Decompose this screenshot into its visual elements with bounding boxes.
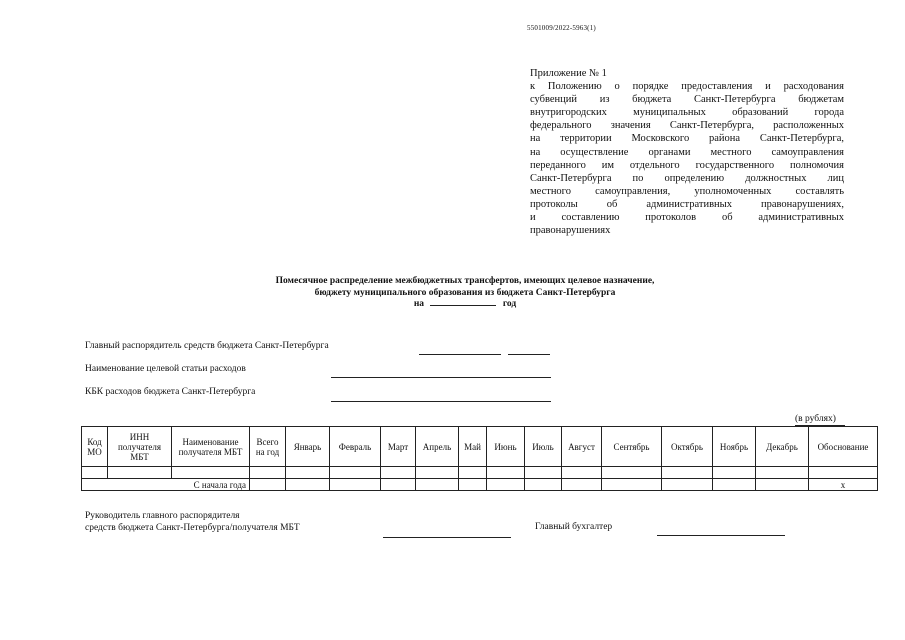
table-cell[interactable] — [459, 467, 487, 479]
table-cell[interactable] — [809, 467, 878, 479]
header-cell: Октябрь — [662, 427, 713, 467]
head-signature-line-2: средств бюджета Санкт-Петербурга/получателя МБТ — [85, 523, 300, 533]
table-cell[interactable] — [416, 467, 459, 479]
table-cell[interactable] — [662, 467, 713, 479]
header-cell: Код МО — [82, 427, 108, 467]
table-cell[interactable] — [713, 467, 756, 479]
table-cell[interactable] — [525, 467, 562, 479]
table-header-row — [82, 427, 878, 467]
accountant-signature-blank[interactable] — [657, 535, 785, 536]
header-cell: Ноябрь — [713, 427, 756, 467]
target-article-blank[interactable] — [331, 377, 551, 378]
title-line-2: бюджету муниципального образования из бюджета Санкт-Петербурга — [314, 287, 616, 298]
table-cell[interactable] — [713, 479, 756, 491]
table-cell[interactable] — [330, 479, 381, 491]
total-row — [82, 479, 878, 491]
title-year-suffix: год — [502, 299, 517, 309]
header-cell: Июнь — [487, 427, 525, 467]
head-signature-blank[interactable] — [383, 537, 511, 538]
table-cell[interactable] — [602, 467, 662, 479]
header-cell: Наименование получателя МБТ — [172, 427, 250, 467]
table-cell[interactable] — [756, 467, 809, 479]
header-cell: Июль — [525, 427, 562, 467]
head-signature-line-1: Руководитель главного распорядителя — [85, 511, 240, 521]
table-cell[interactable] — [286, 467, 330, 479]
distribution-table — [81, 426, 878, 491]
title-year-prefix: на — [413, 299, 425, 309]
annex-line: Приложение № 1 — [530, 68, 607, 79]
header-cell: Март — [381, 427, 416, 467]
table-cell[interactable] — [381, 467, 416, 479]
annex-text — [530, 67, 844, 237]
document-title — [200, 276, 730, 311]
total-label: С начала года — [82, 479, 250, 491]
header-cell: Апрель — [416, 427, 459, 467]
table-cell[interactable] — [286, 479, 330, 491]
main-manager-blank-2[interactable] — [508, 354, 550, 355]
table-cell[interactable] — [756, 479, 809, 491]
table-cell[interactable] — [562, 479, 602, 491]
total-mark: х — [809, 479, 878, 491]
table-cell[interactable] — [459, 479, 487, 491]
annex-line: на осуществление органами местного самоуправления — [530, 146, 844, 158]
table-row — [82, 467, 878, 479]
head-signature-label — [85, 510, 300, 534]
header-cell: ИНН получателя МБТ — [108, 427, 172, 467]
table-cell[interactable] — [330, 467, 381, 479]
table-cell[interactable] — [250, 467, 286, 479]
table-cell[interactable] — [250, 479, 286, 491]
header-cell: Декабрь — [756, 427, 809, 467]
annex-line: и составлению протоколов об административных — [530, 212, 844, 224]
header-cell: Февраль — [330, 427, 381, 467]
header-cell: Обоснование — [809, 427, 878, 467]
table-cell[interactable] — [487, 467, 525, 479]
header-cell: Январь — [286, 427, 330, 467]
header-cell: Август — [562, 427, 602, 467]
annex-line: местного самоуправления, уполномоченных составлять — [530, 185, 844, 197]
table-cell[interactable] — [487, 479, 525, 491]
document-number: 5501009/2022-5963(1) — [527, 24, 596, 32]
header-cell: Май — [459, 427, 487, 467]
target-article-label: Наименование целевой статьи расходов — [85, 364, 246, 374]
year-blank[interactable] — [430, 305, 496, 306]
annex-line: к Положению о порядке предоставления и расходования — [530, 81, 844, 93]
table-cell[interactable] — [602, 479, 662, 491]
table-cell[interactable] — [416, 479, 459, 491]
table-cell[interactable] — [108, 467, 172, 479]
kbk-label: КБК расходов бюджета Санкт-Петербурга — [85, 387, 256, 397]
table-cell[interactable] — [82, 467, 108, 479]
header-cell: Сентябрь — [602, 427, 662, 467]
annex-line: федерального значения Санкт-Петербурга, расположенных — [530, 120, 844, 132]
annex-line: протоколы об административных правонарушениях, — [530, 198, 844, 210]
table-cell[interactable] — [172, 467, 250, 479]
table-cell[interactable] — [562, 467, 602, 479]
units-label: (в рублях) — [795, 414, 836, 424]
annex-line: переданного им отдельного государственного полномочия — [530, 159, 844, 171]
annex-line: на территории Московского района Санкт-Петербурга, — [530, 133, 844, 145]
annex-line: внутригородских муниципальных образований города — [530, 107, 844, 119]
table-cell[interactable] — [381, 479, 416, 491]
main-manager-blank-1[interactable] — [419, 354, 501, 355]
kbk-blank[interactable] — [331, 401, 551, 402]
table-cell[interactable] — [662, 479, 713, 491]
annex-line: субвенций из бюджета Санкт-Петербурга бюджетам — [530, 94, 844, 106]
annex-line: правонарушениях — [530, 225, 611, 237]
header-cell: Всего на год — [250, 427, 286, 467]
title-line-1: Помесячное распределение межбюджетных трансфертов, имеющих целевое назначение, — [275, 276, 655, 286]
main-manager-label: Главный распорядитель средств бюджета Санкт-Петербурга — [85, 341, 329, 351]
table-cell[interactable] — [525, 479, 562, 491]
annex-line: Санкт-Петербурга по определению должностных лиц — [530, 172, 844, 184]
title-line-3 — [200, 299, 730, 311]
accountant-label: Главный бухгалтер — [535, 522, 613, 532]
